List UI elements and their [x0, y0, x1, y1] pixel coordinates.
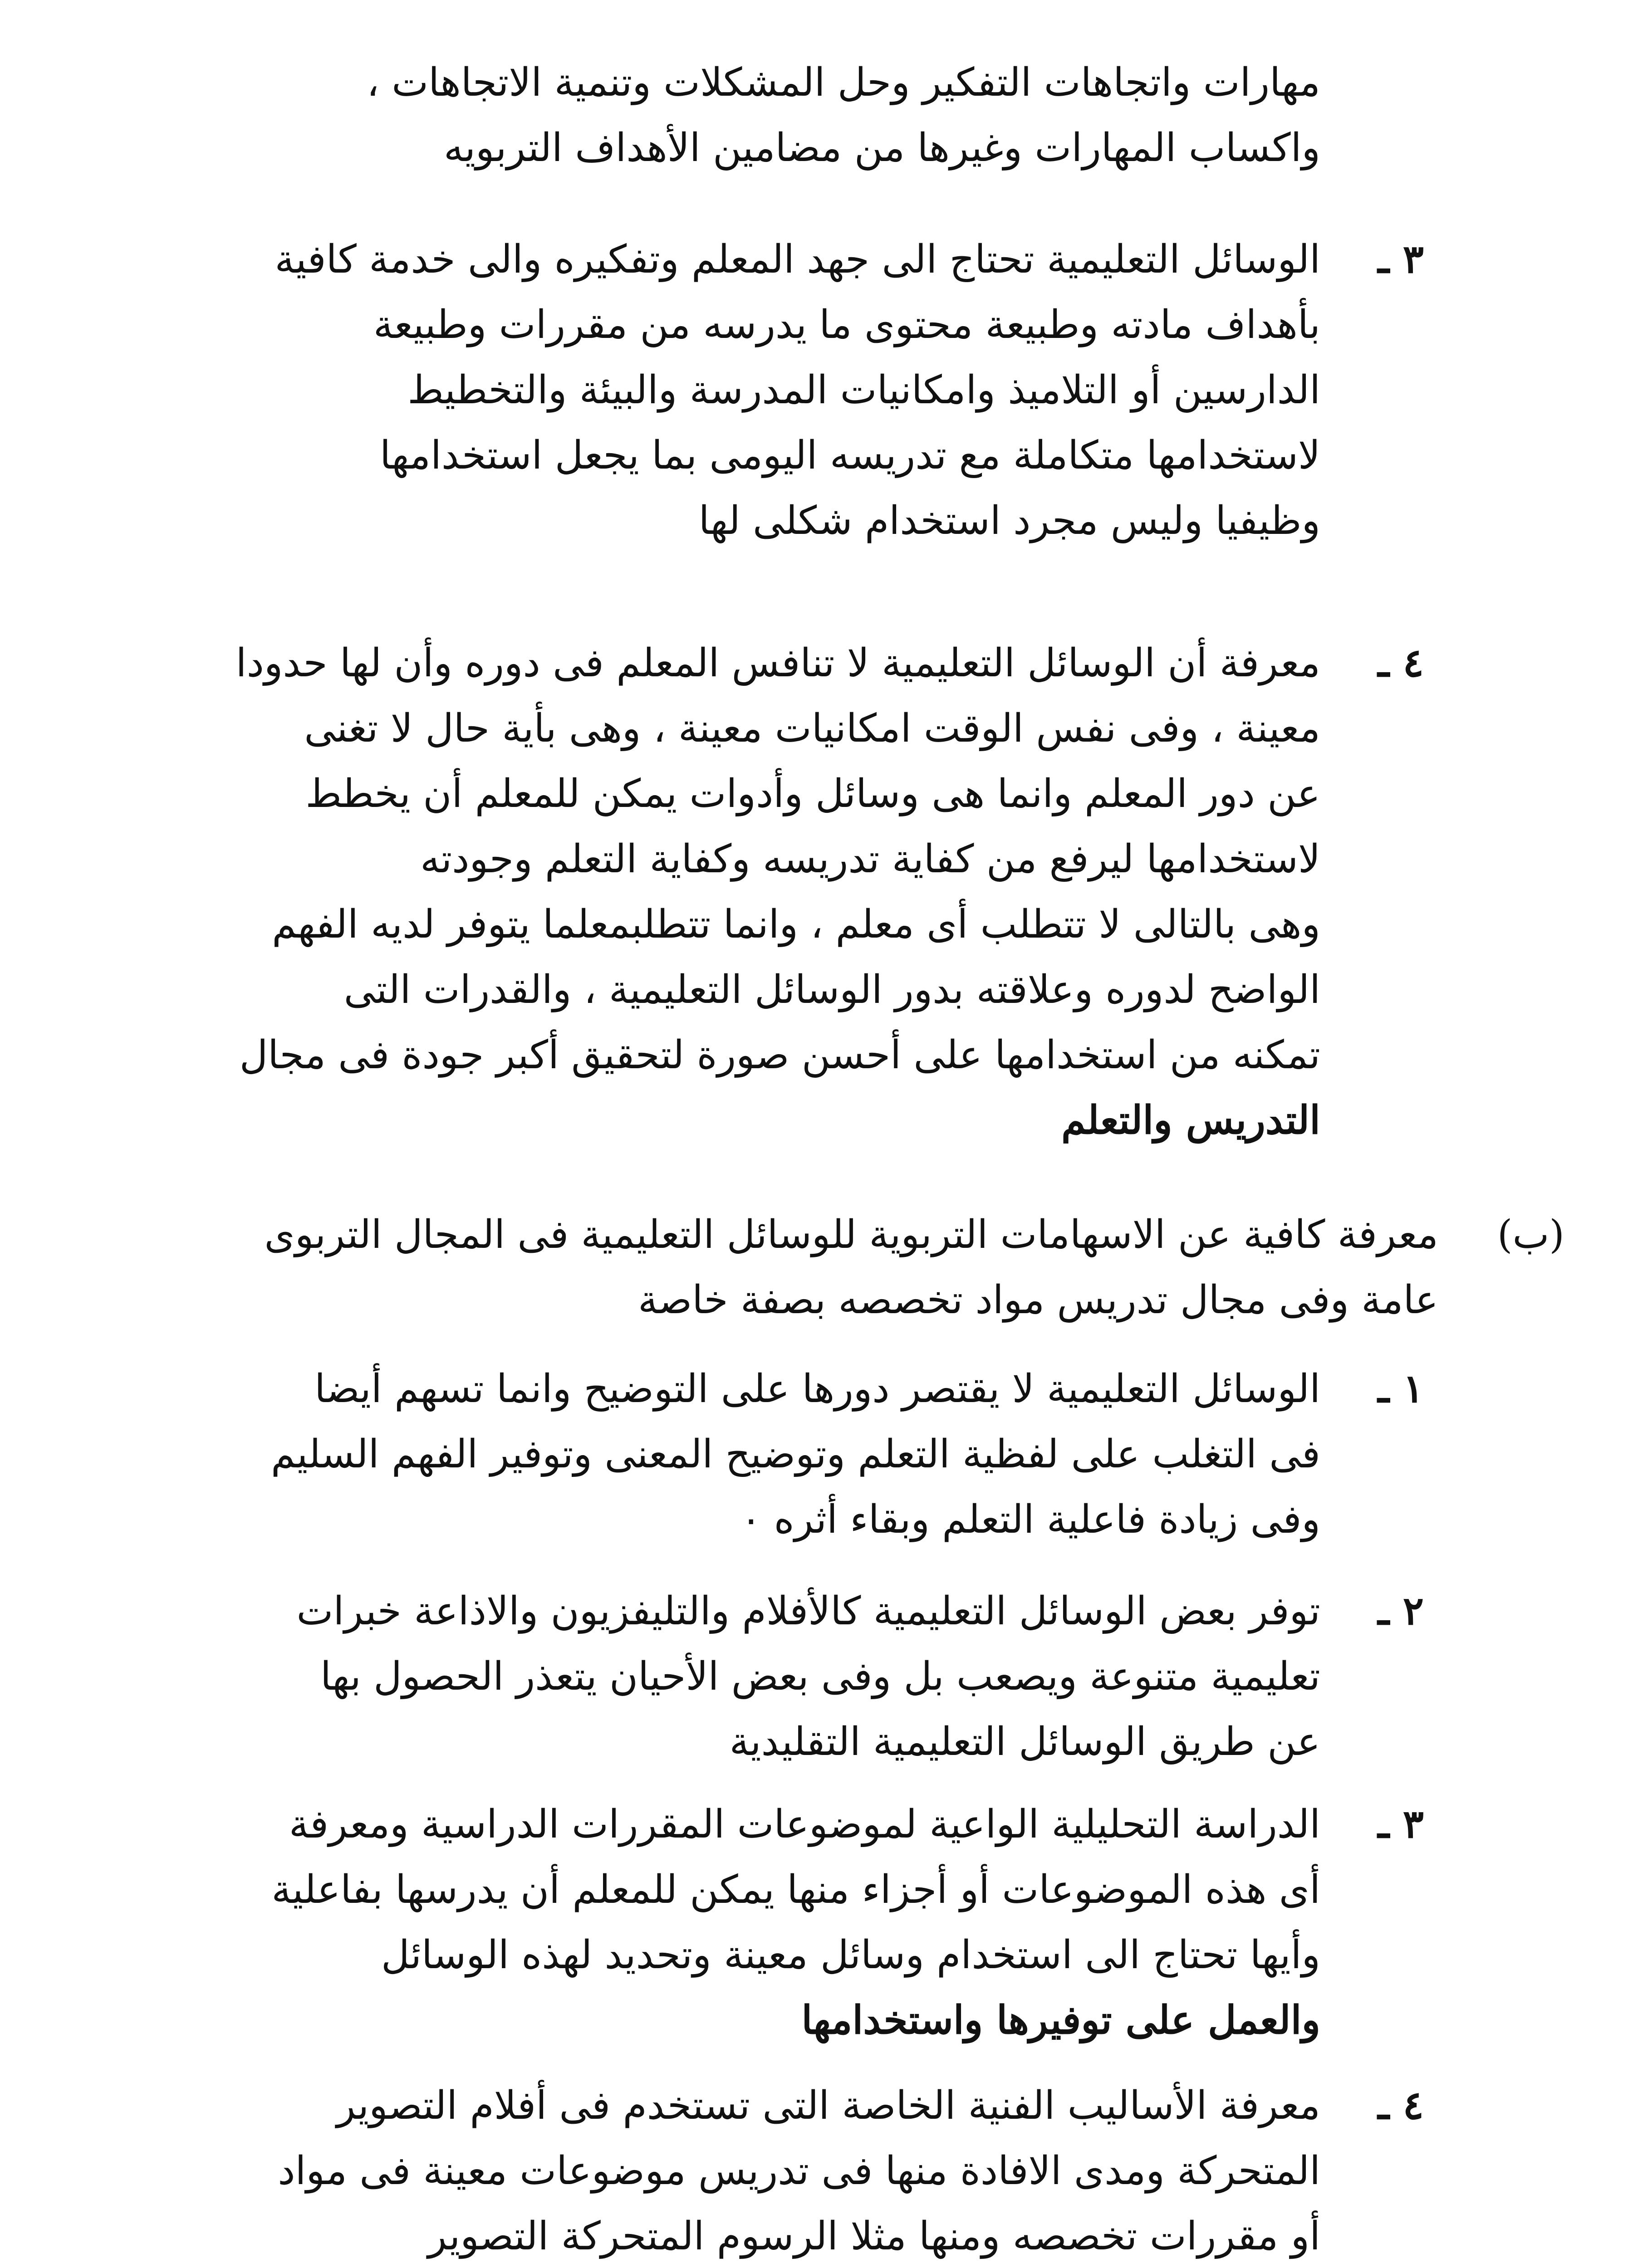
text-line: وظيفيا وليس مجرد استخدام شكلى لها: [698, 498, 1320, 543]
text-line: وهى بالتالى لا تتطلب أى معلم ، وانما تتطلبمعلما يتوفر لديه الفهم: [272, 902, 1320, 947]
item-number: ١ ـ: [1378, 1366, 1424, 1412]
text-line: الدراسة التحليلية الواعية لموضوعات المقررات الدراسية ومعرفة: [289, 1802, 1320, 1847]
text-line: واكساب المهارات وغيرها من مضامين الأهداف التربويه: [443, 125, 1320, 171]
text-line: معرفة الأساليب الفنية الخاصة التى تستخدم فى أفلام التصوير: [336, 2083, 1320, 2128]
text-line: عن طريق الوسائل التعليمية التقليدية: [729, 1719, 1320, 1765]
text-line: عامة وفى مجال تدريس مواد تخصصه بصفة خاصة: [638, 1277, 1438, 1323]
item-4-paragraph: [113, 631, 1320, 1153]
item-b2-paragraph: [113, 1579, 1320, 1774]
text-line: والعمل على توفيرها واستخدامها: [801, 1997, 1320, 2043]
item-b1-paragraph: [113, 1356, 1320, 1552]
section-marker: (ب): [1497, 1212, 1564, 1257]
text-line: وأيها تحتاج الى استخدام وسائل معينة وتحديد لهذه الوسائل: [381, 1932, 1320, 1978]
text-line: الواضح لدوره وعلاقته بدور الوسائل التعليمية ، والقدرات التى: [343, 967, 1320, 1012]
text-line: لاستخدامها ليرفع من كفاية تدريسه وكفاية التعلم وجودته: [420, 836, 1320, 882]
text-line: التدريس والتعلم: [1061, 1097, 1320, 1143]
text-line: معرفة كافية عن الاسهامات التربوية للوسائل التعليمية فى المجال التربوى: [264, 1212, 1438, 1257]
item-number: ٤ ـ: [1378, 640, 1424, 686]
text-line: الوسائل التعليمية تحتاج الى جهد المعلم وتفكيره والى خدمة كافية: [275, 237, 1320, 282]
text-line: عن دور المعلم وانما هى وسائل وأدوات يمكن للمعلم أن يخطط: [305, 771, 1320, 816]
text-line: الدارسين أو التلاميذ وامكانيات المدرسة والبيئة والتخطيط: [407, 367, 1320, 413]
text-line: المتحركة ومدى الافادة منها فى تدريس موضوعات معينة فى مواد: [278, 2148, 1320, 2194]
text-line: تمكنه من استخدامها على أحسن صورة لتحقيق أكبر جودة فى مجال: [239, 1032, 1320, 1078]
item-number: ٣ ـ: [1378, 236, 1424, 282]
text-line: تعليمية متنوعة ويصعب بل وفى بعض الأحيان يتعذر الحصول بها: [320, 1654, 1320, 1699]
section-b-paragraph: [113, 1202, 1438, 1333]
item-number: ٢ ـ: [1378, 1588, 1424, 1634]
text-line: مهارات واتجاهات التفكير وحل المشكلات وتنمية الاتجاهات ،: [367, 60, 1320, 105]
text-line: توفر بعض الوسائل التعليمية كالأفلام والتليفزيون والاذاعة خبرات: [296, 1589, 1320, 1634]
item-b4-paragraph: [113, 2073, 1320, 2268]
item-3-paragraph: [113, 227, 1320, 553]
text-line: أى هذه الموضوعات أو أجزاء منها يمكن للمعلم أن يدرسها بفاعلية: [271, 1867, 1320, 1912]
item-number: ٣ ـ: [1378, 1801, 1424, 1847]
top-paragraph: [123, 50, 1320, 181]
text-line: وفى زيادة فاعلية التعلم وبقاء أثره ٠: [740, 1497, 1320, 1542]
text-line: بأهداف مادته وطبيعة محتوى ما يدرسه من مقررات وطبيعة: [373, 302, 1320, 347]
item-b3-paragraph: [113, 1792, 1320, 2053]
text-line: معينة ، وفى نفس الوقت امكانيات معينة ، وهى بأية حال لا تغنى: [304, 706, 1320, 751]
text-line: لاستخدامها متكاملة مع تدريسه اليومى بما يجعل استخدامها: [380, 433, 1320, 478]
item-number: ٤ ـ: [1378, 2082, 1424, 2128]
text-line: أو مقررات تخصصه ومنها مثلا الرسوم المتحركة التصوير: [427, 2214, 1320, 2259]
text-line: الوسائل التعليمية لا يقتصر دورها على التوضيح وانما تسهم أيضا: [314, 1366, 1320, 1412]
text-line: معرفة أن الوسائل التعليمية لا تنافس المعلم فى دوره وأن لها حدودا: [235, 640, 1320, 686]
text-line: فى التغلب على لفظية التعلم وتوضيح المعنى وتوفير الفهم السليم: [271, 1432, 1320, 1477]
